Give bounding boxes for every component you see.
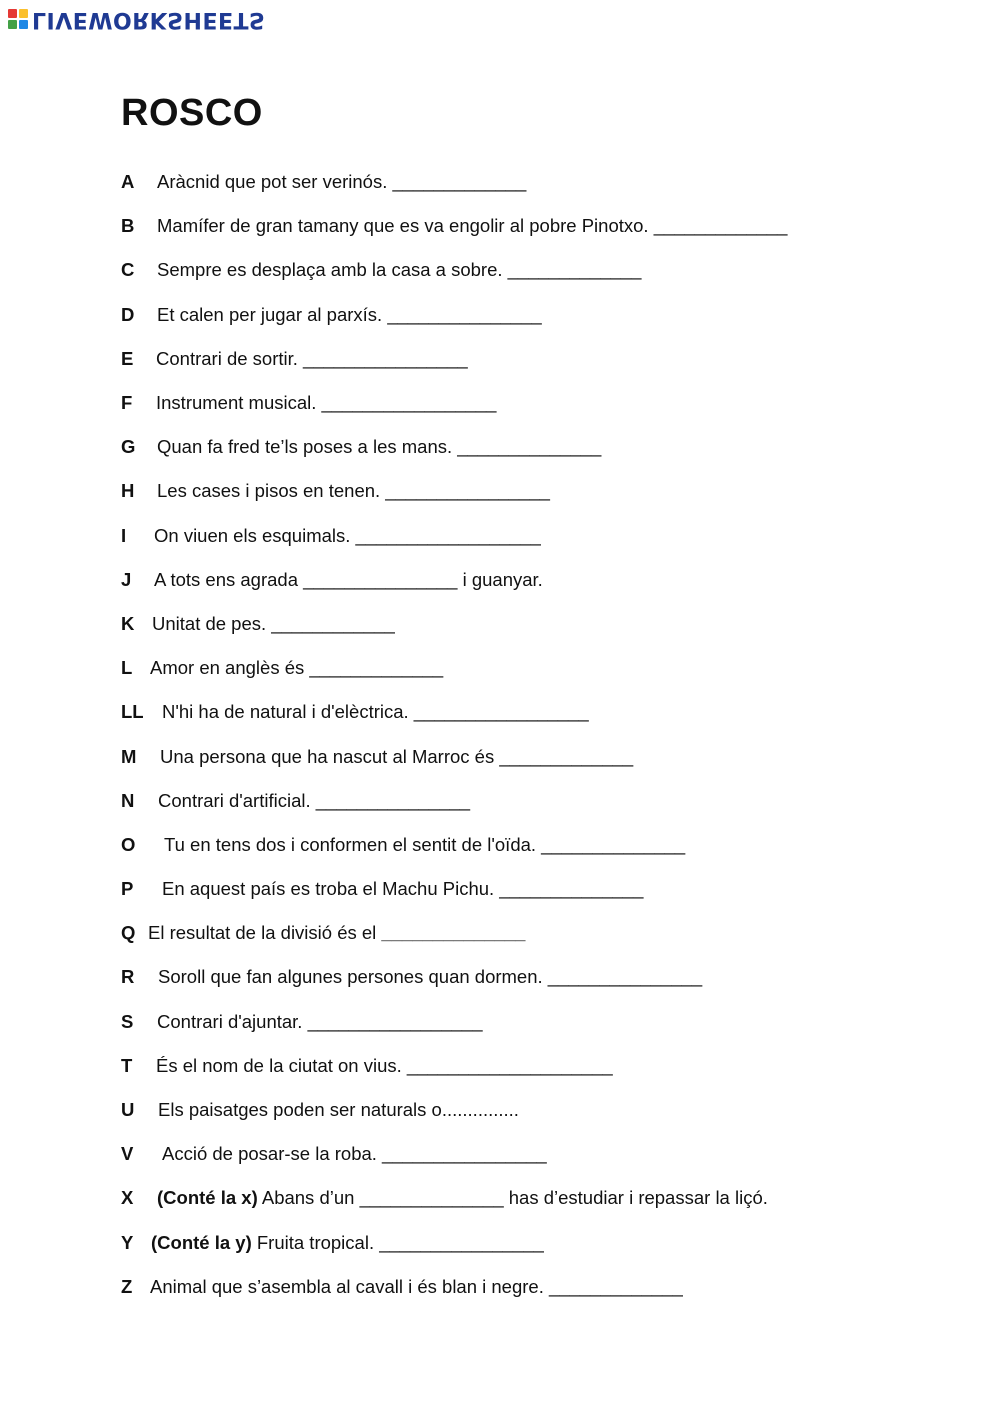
question-row-j (121, 558, 941, 602)
question-row-e (121, 337, 941, 381)
question-row-h (121, 469, 941, 513)
question-letter: C (121, 259, 135, 281)
question-clue: Contrari d'ajuntar. _________________ (157, 1010, 483, 1032)
question-letter: G (121, 436, 136, 458)
question-row-p (121, 867, 941, 911)
question-letter: S (121, 1010, 134, 1032)
question-clue (148, 922, 525, 944)
clue-hint: (Conté la x) (157, 1187, 258, 1209)
clue-text: El resultat de la divisió és el (148, 922, 382, 944)
question-row-c (121, 248, 941, 292)
question-row-m (121, 734, 941, 778)
question-clue: Animal que s’asembla al cavall i és blan i negre. _____________ (150, 1275, 683, 1297)
question-row-y (121, 1221, 941, 1265)
logo-cube-blue (19, 20, 28, 29)
question-clue: A tots ens agrada _______________ i guanyar. (154, 568, 543, 590)
question-row-r (121, 955, 941, 999)
question-letter: O (121, 833, 136, 855)
question-letter: LL (121, 701, 144, 723)
question-row-v (121, 1132, 941, 1176)
question-row-i (121, 514, 941, 558)
question-row-k (121, 602, 941, 646)
question-row-f (121, 381, 941, 425)
question-letter: A (121, 171, 135, 193)
question-clue: Contrari d'artificial. _______________ (158, 789, 471, 811)
logo-cube-red (8, 9, 17, 18)
question-row-d (121, 293, 941, 337)
question-clue: Contrari de sortir. ________________ (156, 347, 468, 369)
question-clue: Amor en anglès és _____________ (150, 657, 444, 679)
question-clue (151, 1232, 544, 1254)
page-title: ROSCO (121, 92, 263, 134)
question-clue: Aràcnid que pot ser verinós. _____________ (157, 171, 527, 193)
question-row-b (121, 204, 941, 248)
question-row-t (121, 1044, 941, 1088)
question-clue: Els paisatges poden ser naturals o............... (158, 1099, 519, 1121)
question-letter: L (121, 657, 133, 679)
logo-cube-yellow (19, 9, 28, 18)
question-letter: U (121, 1099, 135, 1121)
question-letter: V (121, 1143, 134, 1165)
question-clue: Mamífer de gran tamany que es va engolir al pobre Pinotxo. _____________ (157, 215, 788, 237)
answer-blank: ______________ (381, 922, 526, 944)
question-clue: Unitat de pes. ____________ (152, 612, 395, 634)
question-row-z (121, 1265, 941, 1309)
question-letter: D (121, 303, 135, 325)
question-row-x (121, 1176, 941, 1220)
question-letter: J (121, 568, 132, 590)
question-clue: És el nom de la ciutat on vius. ____________________ (156, 1054, 613, 1076)
question-clue: On viuen els esquimals. __________________ (154, 524, 541, 546)
question-row-n (121, 779, 941, 823)
question-letter: M (121, 745, 137, 767)
question-clue: Acció de posar-se la roba. ________________ (162, 1143, 547, 1165)
question-letter: X (121, 1187, 134, 1209)
question-letter: Q (121, 922, 136, 944)
question-clue: En aquest país es troba el Machu Pichu. ______________ (162, 878, 644, 900)
question-clue: Les cases i pisos en tenen. ________________ (157, 480, 550, 502)
question-letter: H (121, 480, 135, 502)
clue-hint: (Conté la y) (151, 1231, 252, 1253)
question-clue (157, 1187, 768, 1209)
question-letter: F (121, 392, 133, 414)
question-letter: R (121, 966, 135, 988)
logo-cube-green (8, 20, 17, 29)
question-clue: Et calen per jugar al parxís. _______________ (157, 303, 542, 325)
question-row-g (121, 425, 941, 469)
question-row-q (121, 911, 941, 955)
question-letter: Y (121, 1231, 134, 1253)
question-row-u (121, 1088, 941, 1132)
question-row-l (121, 646, 941, 690)
clue-text: Fruita tropical. ________________ (251, 1231, 544, 1253)
question-letter: I (121, 524, 127, 546)
question-row-o (121, 823, 941, 867)
question-clue: Sempre es desplaça amb la casa a sobre. _____________ (157, 259, 642, 281)
question-letter: B (121, 215, 135, 237)
question-clue: N'hi ha de natural i d'elèctrica. _________________ (162, 701, 589, 723)
question-letter: K (121, 612, 135, 634)
question-clue: Instrument musical. _________________ (156, 392, 497, 414)
question-clue: Quan fa fred te’ls poses a les mans. ______________ (157, 436, 602, 458)
question-letter: N (121, 789, 135, 811)
question-list (121, 160, 941, 1309)
clue-text: Abans d’un ______________ has d’estudiar i repassar la liçó. (257, 1187, 768, 1209)
question-letter: Z (121, 1275, 133, 1297)
logo-text: LIVEWORKSHEETS (32, 6, 266, 32)
question-row-s (121, 1000, 941, 1044)
question-clue: Una persona que ha nascut al Marroc és _____________ (160, 745, 634, 767)
question-letter: T (121, 1054, 133, 1076)
liveworksheets-logo (8, 6, 265, 32)
question-row-ll (121, 690, 941, 734)
question-clue: Soroll que fan algunes persones quan dormen. _______________ (158, 966, 703, 988)
question-letter: P (121, 878, 134, 900)
question-row-a (121, 160, 941, 204)
question-clue: Tu en tens dos i conformen el sentit de l'oïda. ______________ (164, 833, 686, 855)
logo-cubes-icon (8, 9, 28, 29)
question-letter: E (121, 347, 134, 369)
